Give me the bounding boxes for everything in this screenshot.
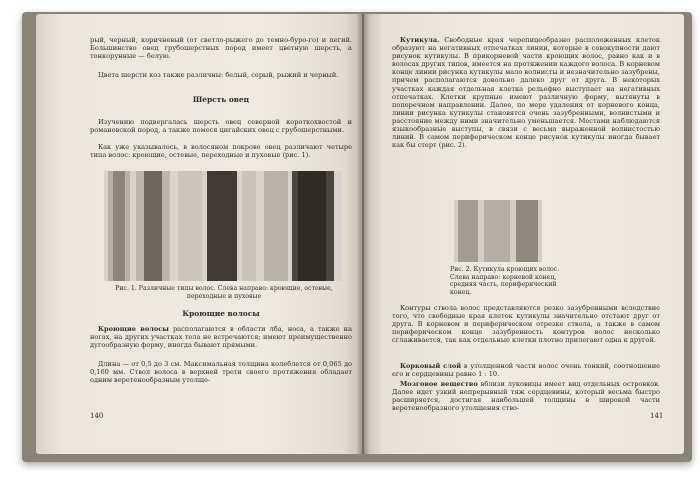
right-page-number: 141 [650, 412, 664, 420]
left-intro-text: рый, черный, коричневый (от светло-рыжего до темно-буро-го) и пегий. Большинство овец грубошерстных пород имеет цветную шерсть, а тонкорунные — белую. [90, 36, 352, 61]
right-paragraph-1-lead: Кутикула. [400, 36, 440, 44]
cuticle-image [454, 200, 542, 262]
left-paragraph-3 [90, 325, 352, 349]
book-gutter [356, 14, 370, 454]
left-paragraph-1: Изучению подвергалась шерсть овец северной короткохвостой и романовской пород, а также помеся цигайских овец с грубошерстными. [90, 118, 352, 135]
right-paragraph-4-text: вблизи луковицы имеет вид отдельных островков. Далее идет узкий непрерывный тяж сердцевины, который весьма быстро расширяется, достигая наибольшей толщины в широкой части веретенообразного утолщения ство- [392, 380, 660, 413]
left-paragraph-3-lead: Кроющие волосы [98, 325, 169, 333]
right-paragraph-3-lead: Корковый слой [400, 362, 462, 370]
right-paragraph-3 [392, 362, 660, 378]
left-paragraph-3-text: располагаются в области лба, носа, а также на ногах, на других участках тела не встречаются; имеют преимущественно дугообразную форму, иногда бывают прямыми. [90, 325, 352, 350]
left-paragraph-2: Как уже указывалось, в волосяном покрове овец различают четыре типа волос: кроющие, остевые, переходные и пуховые (рис. 1). [90, 143, 352, 160]
right-page [364, 14, 684, 454]
right-paragraph-1 [392, 36, 660, 149]
right-paragraph-4-lead: Мозговое вещество [400, 380, 478, 388]
right-paragraph-4 [392, 380, 660, 412]
left-page [36, 14, 362, 454]
left-intro-text-2: Цвета шерсти коз также различны: белый, серый, рыжий и черный. [98, 71, 339, 79]
hair-types-image [104, 171, 342, 281]
figure-1-caption: Рис. 1. Различные типы волос. Слева направо: кроющие, остевые, переходные и пуховые [115, 285, 333, 300]
hair-types-figure [104, 171, 342, 281]
right-paragraph-3-text: в утолщенной части волос очень тонкий, соотношение его и сердцевины равно 1 : 10. [392, 362, 661, 379]
left-page-number: 140 [90, 412, 104, 420]
section-heading: Шерсть овец [192, 95, 250, 104]
figure-2-caption: Рис. 2. Кутикула кроющих волос. Слева направо: корневой конец, средняя часть, периферический конец. [450, 266, 560, 296]
left-paragraph-4: Длина — от 0,5 до 3 см. Максимальная толщина колеблется от 0,065 до 0,160 мм. Ствол волоса в верхней трети своего протяжения обладает одним веретенообразным утолще- [90, 360, 352, 385]
right-paragraph-1-text: Свободные края черепицеобразно расположенных клеток образуют на негативных отпечатках линии, которые в совокупности дают рисунок кутикулы. В прикорневой части кроющих волос, равно как и в волосах других типов, имеется на протяжении каждого волоса. В корневом конце линии рисунка кутикулы мало волнисты и незначительно зазубрены, причем располагаются довольно далеко друг от друга. В некоторых участках каждая отдельная клетка рельефно выступает на негативных отпечатках. Клетки крупные имеют различную форму, вытянуты в поперечном направлении. Далее, по мере удаления от корневого конца, линии рисунка кутикулы становятся очень зазубренными, волнистыми и расстояние между ними значительно уменьшается. Местами наблюдаются языкообразные выступы, в связи с весьма выраженной волнистостью линий. В самом периферическом конце рисунок кутикулы иногда бывает как бы стерт (рис. 2). [392, 36, 660, 150]
right-paragraph-2: Контуры ствола волос представляются резко зазубренными вследствие того, что свободные края клеток кутикулы значительно отстают друг от друга. В корневом и периферическом отрезке ствола, а также в самом периферическом конце зазубренность контуров волос несколько сглаживается, так как отдельные клетки плотно прилегают одна к другой. [392, 304, 660, 345]
cuticle-figure [454, 200, 542, 262]
subheading: Кроющие волосы [182, 309, 260, 318]
